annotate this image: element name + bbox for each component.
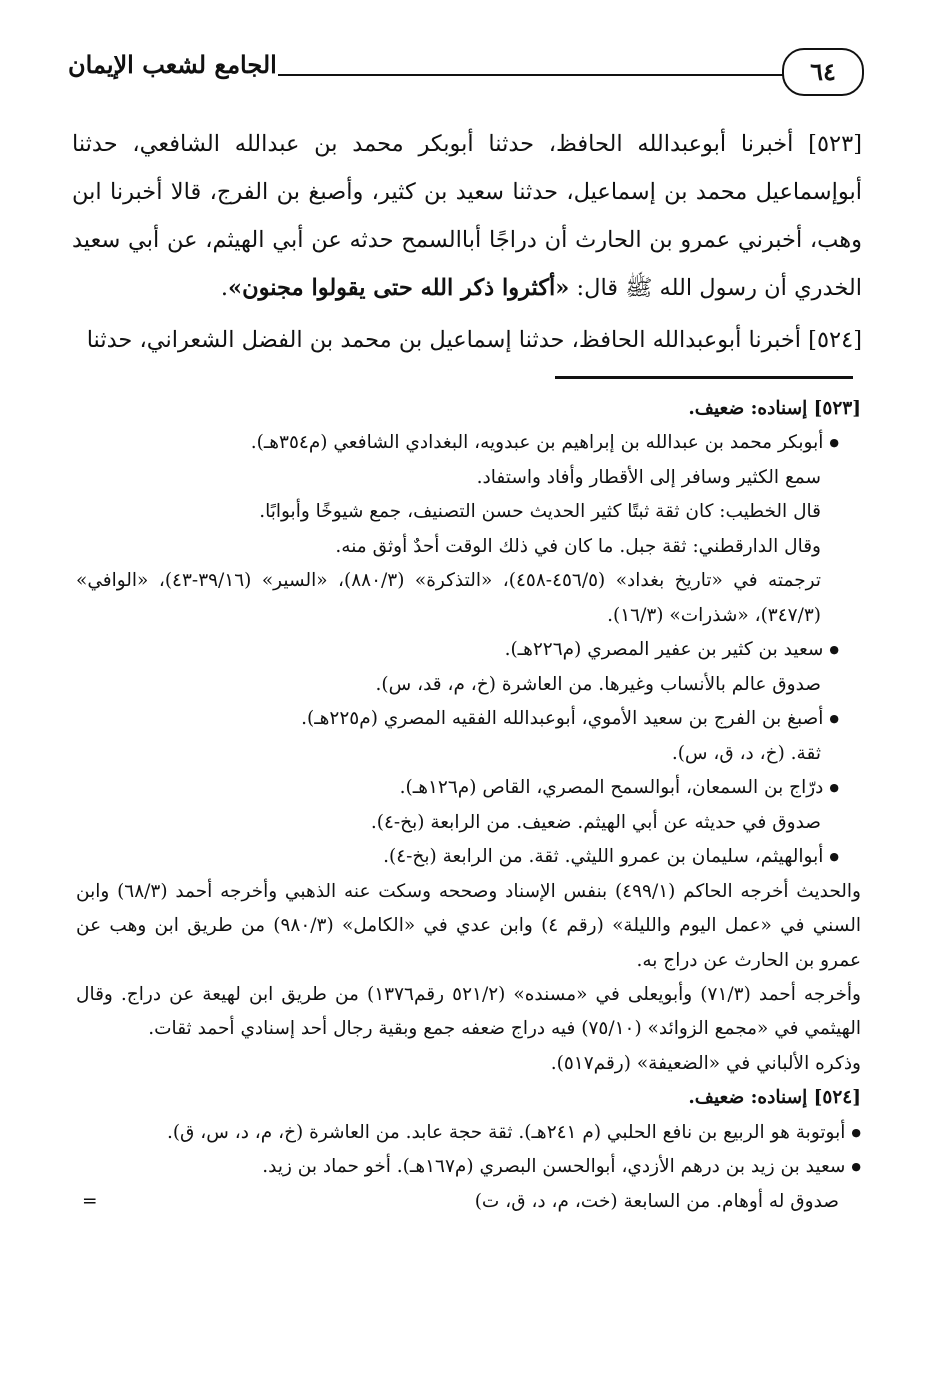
narrator-note: صدوق في حديثه عن أبي الهيثم. ضعيف. من الرابعة (بخ-٤). — [370, 811, 821, 833]
last-note-line — [76, 1185, 861, 1219]
narrator-entry: ● أصبغ بن الفرج بن سعيد الأموي، أبوعبدالله الفقيه المصري (م٢٢٥هـ). — [76, 702, 861, 737]
main-text — [72, 120, 862, 364]
page-header — [68, 40, 868, 100]
narrator-note: صدوق عالم بالأنساب وغيرها. من العاشرة (خ، م، قد، س). — [375, 673, 821, 695]
footnote-heading-524: [٥٢٤] إسناده: ضعيف. — [688, 1087, 861, 1109]
book-title: الجامع لشعب الإيمان — [68, 50, 277, 79]
header-rule — [278, 74, 783, 76]
hadith-end: . — [220, 275, 229, 301]
hadith-523 — [72, 120, 862, 312]
narrator-note: سمع الكثير وسافر إلى الأقطار وأفاد واستفاد. — [476, 467, 821, 489]
narrator-entry: ● سعيد بن كثير بن عفير المصري (م٢٢٦هـ). — [76, 633, 861, 668]
narrator-entry: ● أبوبكر محمد بن عبدالله بن إبراهيم بن عبدويه، البغدادي الشافعي (م٣٥٤هـ). — [76, 426, 861, 461]
hadith-isnad: أخبرنا أبوعبدالله الحافظ، حدثنا إسماعيل بن محمد بن الفضل الشعراني، حدثنا — [86, 327, 809, 353]
footnote-heading-523: [٥٢٣] إسناده: ضعيف. — [688, 398, 861, 419]
narrator-entry: ● درّاج بن السمعان، أبوالسمح المصري، القاص (م١٢٦هـ). — [76, 771, 861, 806]
page-number: ٦٤ — [782, 48, 864, 96]
narrator-note: ثقة. (خ، د، ق، س). — [671, 742, 821, 764]
narrator-entry: ● أبوالهيثم، سليمان بن عمرو الليثي. ثقة. من الرابعة (بخ-٤). — [76, 840, 861, 875]
narrator-note: وقال الدارقطني: ثقة جبل. ما كان في ذلك الوقت أحدٌ أوثق منه. — [335, 535, 821, 557]
narrator-note: قال الخطيب: كان ثقة ثبتًا كثير الحديث حسن التصنيف، جمع شيوخًا وأبوابًا. — [259, 501, 821, 523]
footnotes — [76, 392, 861, 1219]
footnote-divider — [555, 376, 853, 379]
narrator-note: ترجمته في «تاريخ بغداد» (٤٥٦/٥-٤٥٨)، «التذكرة» (٨٨٠/٣)، «السير» (٣٩/١٦-٤٣)، «الوافي» (٣٤٧/٣)، «شذرات» (١٦/٣). — [76, 570, 822, 626]
takhrij-note: وذكره الألباني في «الضعيفة» (رقم٥١٧). — [550, 1052, 861, 1074]
narrator-entry: ● أبوتوبة هو الربيع بن نافع الحلبي (م ٢٤١هـ). ثقة حجة عابد. من العاشرة (خ، م، د، س، ق). — [76, 1116, 861, 1151]
hadith-isnad: أخبرنا أبوعبدالله الحافظ، حدثنا أبوبكر محمد بن عبدالله الشافعي، حدثنا أبوإسماعيل محمد بن إسماعيل، حدثنا سعيد بن كثير، وأصبغ بن الفرج، قالا أخبرنا ابن وهب، أخبرني عمرو بن الحارث أن دراجًا أباالسمح حدثه عن أبي الهيثم، عن أبي سعيد الخدري أن رسول الله ﷺ قال: — [72, 131, 862, 301]
narrator-entry: ● سعيد بن زيد بن درهم الأزدي، أبوالحسن البصري (م١٦٧هـ). أخو حماد بن زيد. — [76, 1150, 861, 1185]
narrator-note: صدوق له أوهام. من السابعة (خت، م، د، ق، ت) — [474, 1190, 839, 1212]
takhrij-note: والحديث أخرجه الحاكم (٤٩٩/١) بنفس الإسناد وصححه وسكت عنه الذهبي وأخرجه أحمد (٦٨/٣) وابن السني في «عمل اليوم والليلة» (رقم ٤) وابن عدي في «الكامل» (٩٨٠/٣) من طريق ابن وهب عن عمرو بن الحارث عن دراج به. — [76, 880, 861, 971]
hadith-number: [٥٢٤] — [808, 327, 862, 353]
continuation-mark: = — [82, 1190, 98, 1212]
hadith-524 — [72, 316, 862, 364]
takhrij-note: وأخرجه أحمد (٧١/٣) وأبويعلى في «مسنده» (٥٢١/٢ رقم١٣٧٦) من طريق ابن لهيعة عن دراج. وقال الهيثمي في «مجمع الزوائد» (٧٥/١٠) فيه دراج ضعفه جمع وبقية رجال أحد إسنادي أحمد ثقات. — [76, 983, 861, 1040]
hadith-number: [٥٢٣] — [808, 131, 862, 157]
hadith-matn: «أكثروا ذكر الله حتى يقولوا مجنون» — [228, 275, 570, 301]
